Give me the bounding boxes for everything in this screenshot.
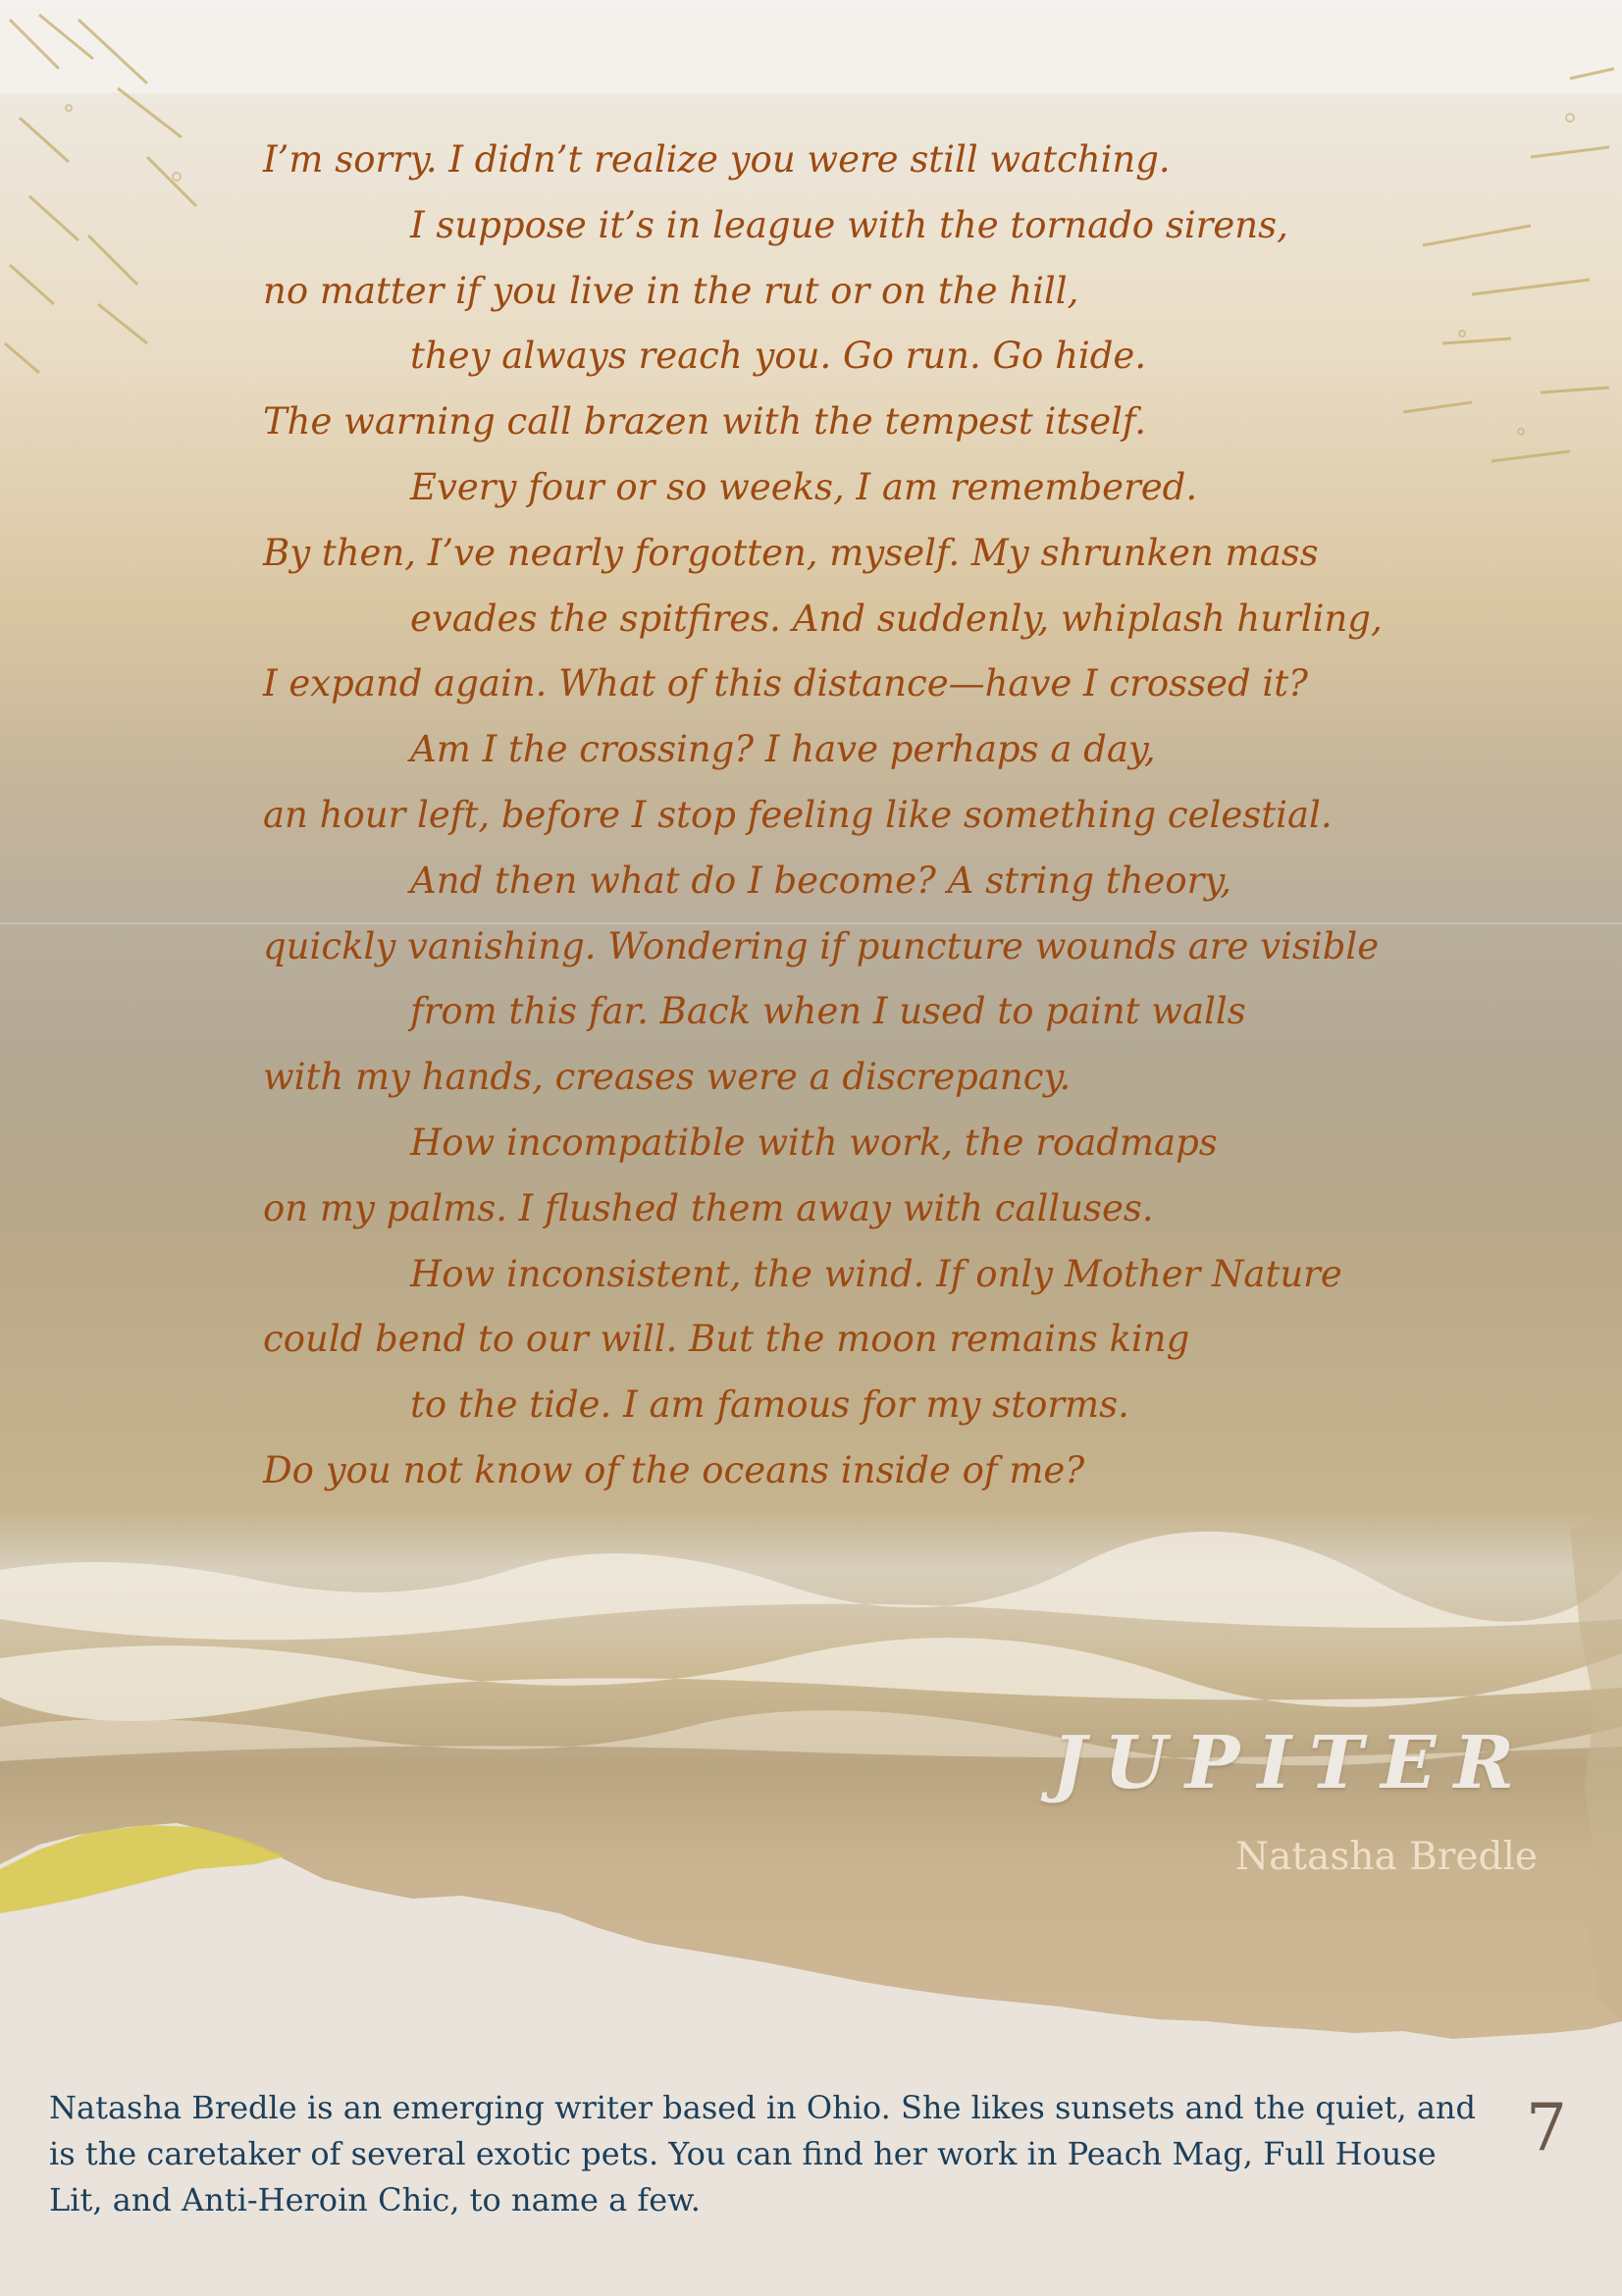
poem-line: And then what do I become? A string theory, xyxy=(410,859,1232,902)
poem-line: Every four or so weeks, I am remembered. xyxy=(410,465,1198,508)
poem-line: I expand again. What of this distance—have I crossed it? xyxy=(263,662,1308,705)
poem-line: By then, I’ve nearly forgotten, myself. My shrunken mass xyxy=(263,531,1319,574)
poem-body xyxy=(263,128,1470,1504)
poem-line: Am I the crossing? I have perhaps a day, xyxy=(410,728,1156,771)
poem-line: they always reach you. Go run. Go hide. xyxy=(410,335,1147,378)
poem-line: I’m sorry. I didn’t realize you were still watching. xyxy=(263,138,1171,181)
poem-line: quickly vanishing. Wondering if puncture wounds are visible xyxy=(263,924,1380,967)
poem-line: on my palms. I flushed them away with calluses. xyxy=(263,1186,1154,1229)
poem-line: to the tide. I am famous for my storms. xyxy=(410,1383,1129,1427)
poem-line: How incompatible with work, the roadmaps xyxy=(410,1121,1218,1164)
poem-line: Do you not know of the oceans inside of me? xyxy=(263,1448,1085,1491)
page-number: 7 xyxy=(1526,2090,1567,2166)
poem-line: I suppose it’s in league with the tornado sirens, xyxy=(410,203,1288,246)
poem-title: JUPITER xyxy=(1052,1721,1532,1805)
author-bio: Natasha Bredle is an emerging writer based in Ohio. She likes sunsets and the quiet, and is the caretaker of several exotic pets. You can find her work in Peach Mag, Full House Lit, and Anti-Heroin Chic, to name a few. xyxy=(49,2089,1477,2218)
poem-line: no matter if you live in the rut or on the hill, xyxy=(263,269,1079,312)
poem-line: an hour left, before I stop feeling like something celestial. xyxy=(263,793,1333,836)
poem-line: How inconsistent, the wind. If only Mother Nature xyxy=(410,1252,1342,1295)
poem-line: could bend to our will. But the moon remains king xyxy=(263,1318,1190,1361)
poem-line: evades the spitfires. And suddenly, whiplash hurling, xyxy=(410,597,1383,640)
poem-line: from this far. Back when I used to paint walls xyxy=(410,990,1246,1033)
poem-author: Natasha Bredle xyxy=(1235,1835,1538,1879)
poem-line: The warning call brazen with the tempest itself. xyxy=(263,400,1147,444)
poem-line: with my hands, creases were a discrepancy. xyxy=(263,1056,1072,1099)
